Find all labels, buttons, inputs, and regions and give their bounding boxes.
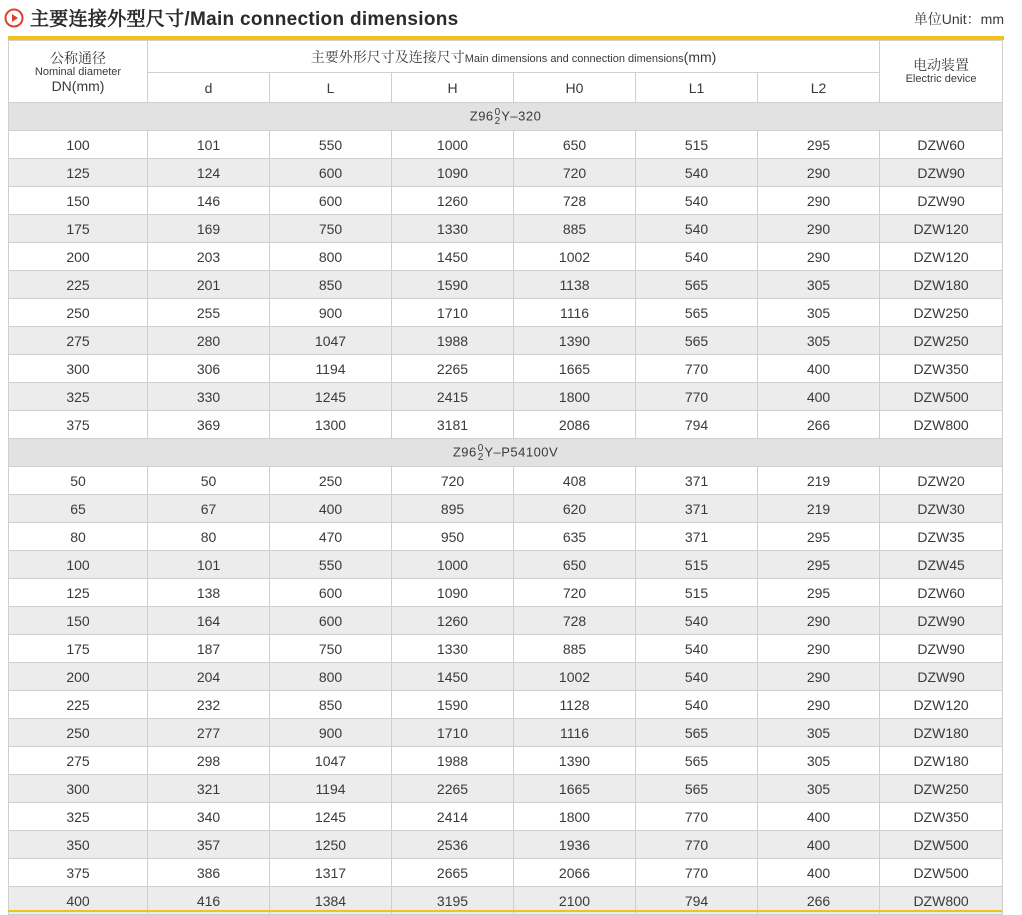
table-body [9, 103, 1003, 915]
table-cell: 219 [758, 495, 880, 523]
table-cell: 750 [270, 635, 392, 663]
model-fraction [495, 108, 501, 126]
table-cell: 305 [758, 327, 880, 355]
table-cell: 305 [758, 271, 880, 299]
table-cell: DZW20 [880, 467, 1003, 495]
subheader-h0: H0 [514, 73, 636, 103]
table-cell: 885 [514, 215, 636, 243]
table-cell: 850 [270, 271, 392, 299]
model-fraction-top: 0 [494, 106, 501, 118]
model-prefix: Z96 [469, 107, 494, 123]
electric-device-zh: 电动装置 [913, 56, 970, 73]
table-cell: 124 [148, 159, 270, 187]
table-cell: 300 [9, 355, 148, 383]
table-cell: 1936 [514, 831, 636, 859]
nominal-diameter-unit: DN(mm) [51, 77, 105, 94]
table-cell: DZW90 [880, 159, 1003, 187]
table-row [9, 691, 1003, 719]
table-cell: 400 [758, 831, 880, 859]
table-cell: DZW120 [880, 215, 1003, 243]
table-cell: 1250 [270, 831, 392, 859]
table-cell: 295 [758, 523, 880, 551]
table-cell: 1194 [270, 775, 392, 803]
table-cell: 250 [9, 719, 148, 747]
table-cell: 232 [148, 691, 270, 719]
table-cell: 266 [758, 411, 880, 439]
table-cell: 175 [9, 635, 148, 663]
table-cell: 101 [148, 551, 270, 579]
unit-label: 单位Unit：mm [913, 11, 1004, 27]
table-cell: 80 [148, 523, 270, 551]
model-fraction-bottom: 2 [494, 115, 501, 127]
table-cell: 325 [9, 803, 148, 831]
table-cell: 470 [270, 523, 392, 551]
table-cell: 770 [636, 803, 758, 831]
table-cell: 400 [758, 803, 880, 831]
table-cell: 275 [9, 747, 148, 775]
table-cell: 255 [148, 299, 270, 327]
table-cell: DZW90 [880, 635, 1003, 663]
table-cell: 515 [636, 579, 758, 607]
table-cell: DZW350 [880, 803, 1003, 831]
table-row [9, 803, 1003, 831]
table-cell: 2265 [392, 775, 514, 803]
table-cell: 2665 [392, 859, 514, 887]
table-row [9, 215, 1003, 243]
table-cell: 2265 [392, 355, 514, 383]
table-cell: 3195 [392, 887, 514, 915]
table-cell: 794 [636, 887, 758, 915]
table-cell: 565 [636, 327, 758, 355]
play-circle-icon [4, 8, 24, 28]
table-cell: 200 [9, 663, 148, 691]
table-cell: 750 [270, 215, 392, 243]
table-cell: 290 [758, 607, 880, 635]
table-cell: DZW250 [880, 299, 1003, 327]
table-cell: 720 [392, 467, 514, 495]
table-cell: 1590 [392, 691, 514, 719]
table-cell: 400 [758, 383, 880, 411]
table-cell: 850 [270, 691, 392, 719]
table-row [9, 607, 1003, 635]
table-cell: 290 [758, 635, 880, 663]
table-cell: 1988 [392, 327, 514, 355]
table-cell: 1138 [514, 271, 636, 299]
table-row [9, 523, 1003, 551]
table-cell: 728 [514, 187, 636, 215]
table-cell: 125 [9, 579, 148, 607]
table-cell: 330 [148, 383, 270, 411]
model-prefix: Z96 [452, 443, 477, 459]
table-cell: 280 [148, 327, 270, 355]
model-fraction-bottom: 2 [477, 451, 484, 463]
table-row [9, 495, 1003, 523]
subheader-l: L [270, 73, 392, 103]
table-cell: 1800 [514, 803, 636, 831]
table-cell: 290 [758, 187, 880, 215]
table-cell: 1000 [392, 131, 514, 159]
nominal-diameter-en: Nominal diameter [34, 65, 122, 78]
table-cell: DZW500 [880, 859, 1003, 887]
model-row [9, 103, 1003, 131]
table-cell: DZW250 [880, 775, 1003, 803]
main-dimensions-unit: (mm) [683, 48, 717, 65]
table-row [9, 355, 1003, 383]
table-cell: 266 [758, 887, 880, 915]
model-code [9, 103, 1003, 131]
table-cell: 1800 [514, 383, 636, 411]
table-cell: 290 [758, 663, 880, 691]
table-cell: 1116 [514, 719, 636, 747]
table-cell: 305 [758, 775, 880, 803]
table-cell: 900 [270, 299, 392, 327]
table-cell: 306 [148, 355, 270, 383]
table-cell: 50 [148, 467, 270, 495]
table-cell: 1090 [392, 159, 514, 187]
table-cell: 650 [514, 131, 636, 159]
table-cell: 1090 [392, 579, 514, 607]
table-cell: DZW45 [880, 551, 1003, 579]
table-cell: 371 [636, 467, 758, 495]
table-row [9, 635, 1003, 663]
table-cell: 80 [9, 523, 148, 551]
table-cell: 3181 [392, 411, 514, 439]
table-cell: DZW800 [880, 411, 1003, 439]
table-cell: 169 [148, 215, 270, 243]
table-cell: 100 [9, 551, 148, 579]
model-suffix: Y–P54100V [484, 443, 559, 459]
table-cell: 728 [514, 607, 636, 635]
table-cell: 400 [758, 859, 880, 887]
table-row [9, 299, 1003, 327]
table-cell: 1260 [392, 607, 514, 635]
table-cell: 950 [392, 523, 514, 551]
electric-device-header [880, 41, 1003, 103]
table-cell: 371 [636, 495, 758, 523]
table-row [9, 271, 1003, 299]
table-cell: 1047 [270, 327, 392, 355]
table-row [9, 187, 1003, 215]
table-row [9, 411, 1003, 439]
table-cell: 1590 [392, 271, 514, 299]
table-cell: 650 [514, 551, 636, 579]
table-cell: 386 [148, 859, 270, 887]
table-cell: 794 [636, 411, 758, 439]
table-cell: 1384 [270, 887, 392, 915]
table-cell: DZW500 [880, 383, 1003, 411]
model-row [9, 439, 1003, 467]
table-cell: 275 [9, 327, 148, 355]
table-cell: DZW35 [880, 523, 1003, 551]
table-row [9, 131, 1003, 159]
table-cell: 1002 [514, 663, 636, 691]
table-cell: 187 [148, 635, 270, 663]
table-cell: 1450 [392, 663, 514, 691]
table-cell: 375 [9, 859, 148, 887]
table-cell: 600 [270, 607, 392, 635]
table-cell: 550 [270, 131, 392, 159]
table-row [9, 859, 1003, 887]
table-cell: 540 [636, 691, 758, 719]
table-cell: 175 [9, 215, 148, 243]
table-cell: 635 [514, 523, 636, 551]
table-cell: 2415 [392, 383, 514, 411]
table-cell: 540 [636, 243, 758, 271]
table-cell: 295 [758, 579, 880, 607]
title-wrap [4, 4, 459, 31]
table-cell: 50 [9, 467, 148, 495]
dimensions-table [8, 40, 1003, 915]
table-cell: 146 [148, 187, 270, 215]
table-row [9, 747, 1003, 775]
table-cell: DZW180 [880, 719, 1003, 747]
table-cell: 770 [636, 831, 758, 859]
table-cell: 1260 [392, 187, 514, 215]
table-cell: 138 [148, 579, 270, 607]
main-dimensions-header [148, 41, 880, 73]
table-cell: 1128 [514, 691, 636, 719]
table-cell: 2086 [514, 411, 636, 439]
table-cell: 321 [148, 775, 270, 803]
subheader-d: d [148, 73, 270, 103]
table-row [9, 551, 1003, 579]
table-cell: 2536 [392, 831, 514, 859]
table-cell: 1330 [392, 215, 514, 243]
table-cell: 540 [636, 215, 758, 243]
table-cell: 300 [9, 775, 148, 803]
table-cell: 277 [148, 719, 270, 747]
table-cell: 325 [9, 383, 148, 411]
table-cell: 600 [270, 579, 392, 607]
table-cell: 305 [758, 719, 880, 747]
table-cell: DZW90 [880, 663, 1003, 691]
table-cell: 1330 [392, 635, 514, 663]
table-row [9, 663, 1003, 691]
table-cell: 400 [270, 495, 392, 523]
table-cell: 416 [148, 887, 270, 915]
table-cell: 900 [270, 719, 392, 747]
table-cell: 1390 [514, 747, 636, 775]
table-cell: DZW90 [880, 187, 1003, 215]
table-cell: 565 [636, 747, 758, 775]
table-cell: 770 [636, 859, 758, 887]
subheader-l2: L2 [758, 73, 880, 103]
table-cell: 1194 [270, 355, 392, 383]
table-cell: 2414 [392, 803, 514, 831]
table-cell: 600 [270, 159, 392, 187]
table-row [9, 579, 1003, 607]
table-cell: 1665 [514, 355, 636, 383]
table-cell: 770 [636, 355, 758, 383]
table-cell: 800 [270, 243, 392, 271]
table-cell: 550 [270, 551, 392, 579]
table-cell: 1450 [392, 243, 514, 271]
model-suffix: Y–320 [501, 107, 542, 123]
table-cell: 250 [270, 467, 392, 495]
table-row [9, 775, 1003, 803]
table-cell: 565 [636, 719, 758, 747]
table-cell: 305 [758, 299, 880, 327]
table-cell: 540 [636, 187, 758, 215]
table-cell: 515 [636, 131, 758, 159]
table-cell: 100 [9, 131, 148, 159]
table-cell: 305 [758, 747, 880, 775]
table-cell: DZW800 [880, 887, 1003, 915]
table-cell: DZW180 [880, 747, 1003, 775]
table-cell: 400 [9, 887, 148, 915]
subheader-l1: L1 [636, 73, 758, 103]
table-cell: 720 [514, 159, 636, 187]
table-cell: 1710 [392, 719, 514, 747]
table-cell: 1710 [392, 299, 514, 327]
table-cell: 295 [758, 551, 880, 579]
table-cell: 540 [636, 607, 758, 635]
table-cell: 290 [758, 159, 880, 187]
table-cell: DZW500 [880, 831, 1003, 859]
table-cell: 895 [392, 495, 514, 523]
table-cell: 150 [9, 187, 148, 215]
main-dimensions-zh: 主要外形尺寸及连接尺寸 [310, 48, 465, 65]
table-row [9, 719, 1003, 747]
table-cell: 565 [636, 299, 758, 327]
table-cell: 290 [758, 243, 880, 271]
table-row [9, 383, 1003, 411]
table-cell: DZW90 [880, 607, 1003, 635]
table-cell: 1047 [270, 747, 392, 775]
table-row [9, 243, 1003, 271]
table-cell: 65 [9, 495, 148, 523]
subheader-row [9, 73, 1003, 103]
table-cell: DZW180 [880, 271, 1003, 299]
table-cell: 540 [636, 663, 758, 691]
table-cell: DZW60 [880, 131, 1003, 159]
table-row [9, 159, 1003, 187]
table-cell: 515 [636, 551, 758, 579]
table-cell: 565 [636, 775, 758, 803]
table-cell: DZW250 [880, 327, 1003, 355]
table-cell: 357 [148, 831, 270, 859]
table-cell: 1002 [514, 243, 636, 271]
table-cell: 225 [9, 691, 148, 719]
table-cell: 101 [148, 131, 270, 159]
table-cell: 1300 [270, 411, 392, 439]
page-header [0, 0, 1022, 36]
model-fraction [478, 444, 484, 462]
table-cell: 620 [514, 495, 636, 523]
table-cell: 164 [148, 607, 270, 635]
table-cell: 1245 [270, 803, 392, 831]
table-cell: 225 [9, 271, 148, 299]
table-cell: 150 [9, 607, 148, 635]
table-cell: 1116 [514, 299, 636, 327]
table-row [9, 327, 1003, 355]
table-cell: 340 [148, 803, 270, 831]
table-cell: 1245 [270, 383, 392, 411]
table-cell: 2066 [514, 859, 636, 887]
table-cell: DZW120 [880, 691, 1003, 719]
table-cell: 298 [148, 747, 270, 775]
table-row [9, 467, 1003, 495]
nominal-diameter-zh: 公称通径 [50, 49, 106, 66]
table-cell: 201 [148, 271, 270, 299]
model-fraction-top: 0 [477, 442, 484, 454]
table-cell: 770 [636, 383, 758, 411]
table-cell: 540 [636, 635, 758, 663]
table-cell: 295 [758, 131, 880, 159]
table-cell: 720 [514, 579, 636, 607]
table-cell: 540 [636, 159, 758, 187]
table-cell: 1988 [392, 747, 514, 775]
table-cell: DZW350 [880, 355, 1003, 383]
subheader-h: H [392, 73, 514, 103]
main-dimensions-en: Main dimensions and connection dimensions [464, 52, 684, 65]
table-cell: 600 [270, 187, 392, 215]
electric-device-en: Electric device [905, 72, 977, 85]
table-cell: 1317 [270, 859, 392, 887]
table-cell: 1000 [392, 551, 514, 579]
table-row [9, 831, 1003, 859]
table-cell: 1665 [514, 775, 636, 803]
table-cell: 350 [9, 831, 148, 859]
table-cell: 565 [636, 271, 758, 299]
table-cell: 125 [9, 159, 148, 187]
table-cell: DZW30 [880, 495, 1003, 523]
table-cell: 290 [758, 691, 880, 719]
page-title: 主要连接外型尺寸/Main connection dimensions [30, 9, 459, 30]
table-cell: 375 [9, 411, 148, 439]
table-cell: 1390 [514, 327, 636, 355]
table-cell: 800 [270, 663, 392, 691]
table-cell: 250 [9, 299, 148, 327]
table-cell: 369 [148, 411, 270, 439]
table-cell: 200 [9, 243, 148, 271]
table-cell: 67 [148, 495, 270, 523]
table-cell: 400 [758, 355, 880, 383]
table-cell: 885 [514, 635, 636, 663]
table-cell: 219 [758, 467, 880, 495]
model-code [9, 439, 1003, 467]
table-cell: 2100 [514, 887, 636, 915]
nominal-diameter-header [9, 41, 148, 103]
table-cell: 204 [148, 663, 270, 691]
table-cell: DZW60 [880, 579, 1003, 607]
table-cell: DZW120 [880, 243, 1003, 271]
table-cell: 203 [148, 243, 270, 271]
table-cell: 371 [636, 523, 758, 551]
table-cell: 408 [514, 467, 636, 495]
table-cell: 290 [758, 215, 880, 243]
